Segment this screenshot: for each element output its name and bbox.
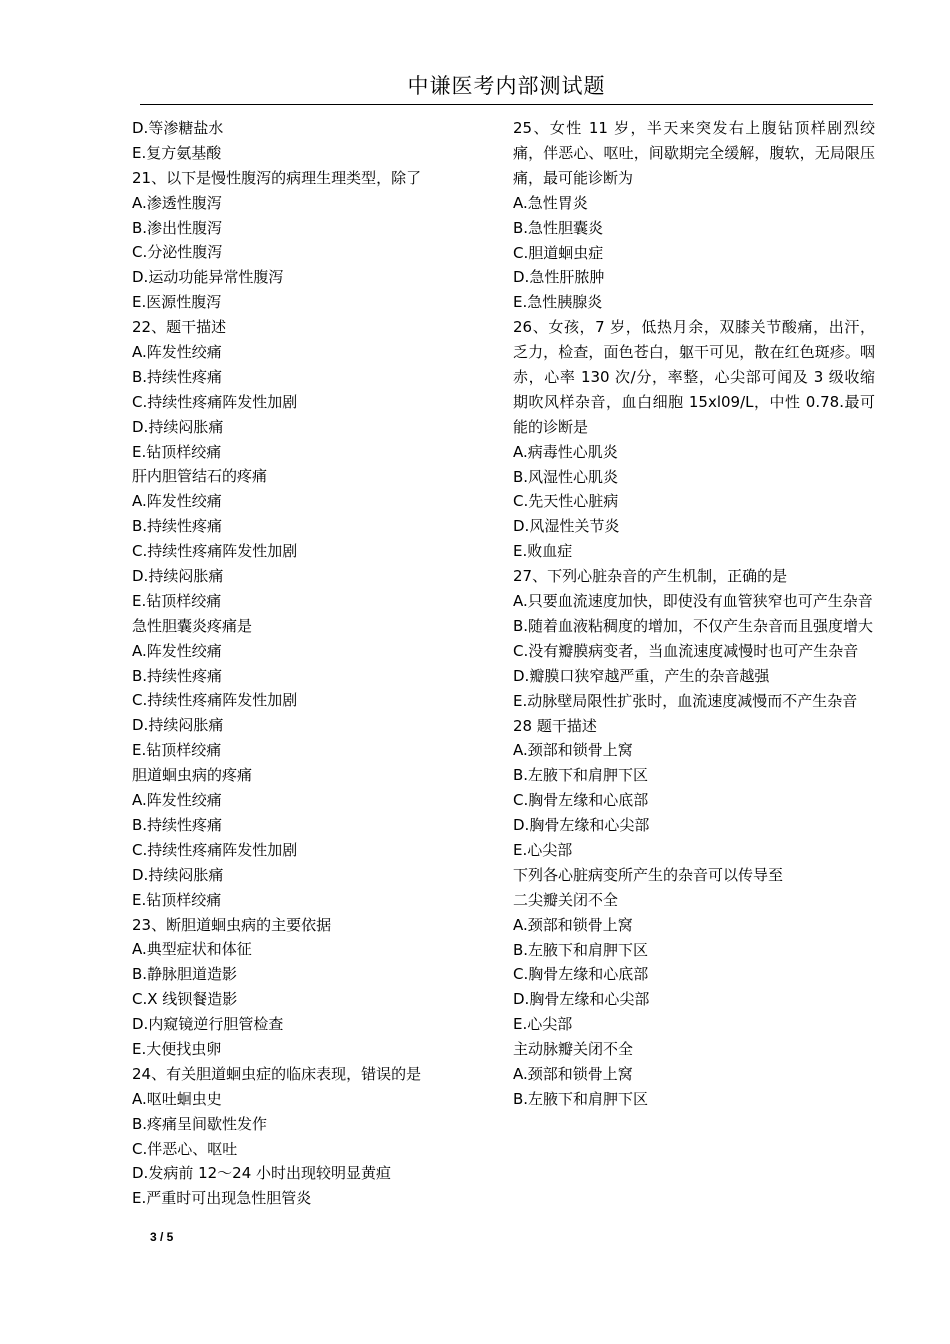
question-text: 26、女孩，7 岁，低热月余，双膝关节酸痛，出汗，乏力，检查，面色苍白，躯干可见，散在红色斑疹。咽赤，心率 130 次/分，率整，心尖部可闻及 3 级收缩期吹风样杂音，血白细胞 15xl09/L，中性 0.78.最可能的诊断是 (513, 318, 875, 436)
text-line: D.等渗糖盐水 (132, 119, 224, 137)
text-line: C.持续性疼痛阵发性加剧 (132, 392, 298, 411)
text-line: B.疼痛呈间歇性发作 (132, 1114, 268, 1133)
text-line: D.胸骨左缘和心尖部 (513, 990, 650, 1009)
text-line: E.败血症 (513, 542, 573, 561)
text-line: E.钻顶样绞痛 (132, 442, 222, 461)
text-line: B.静脉胆道造影 (132, 965, 238, 984)
text-line: E.钻顶样绞痛 (132, 591, 222, 610)
page-header (140, 66, 873, 105)
text-line: 21、以下是慢性腹泻的病理生理类型，除了 (132, 168, 422, 187)
text-line: 28 题干描述 (513, 716, 597, 735)
text-line: 主动脉瓣关闭不全 (513, 1040, 634, 1059)
text-line: A.阵发性绞痛 (132, 343, 222, 362)
text-line: B.左腋下和肩胛下区 (513, 766, 649, 785)
option-text: A.只要血流速度加快，即使没有血管狭窄也可产生杂音 (513, 592, 873, 611)
text-line: B.持续性疼痛 (132, 666, 223, 685)
option-text: E.动脉壁局限性扩张时，血流速度减慢而不产生杂音 (513, 691, 858, 710)
text-line: D.内窥镜逆行胆管检查 (132, 1015, 284, 1034)
text-line: A.渗透性腹泻 (132, 193, 222, 212)
text-line: C.伴恶心、呕吐 (132, 1139, 238, 1158)
text-line: B.渗出性腹泻 (132, 218, 223, 237)
text-line: 27、下列心脏杂音的产生机制，正确的是 (513, 567, 788, 586)
text-line: C.持续性疼痛阵发性加剧 (132, 542, 298, 561)
text-line: E.大便找虫卵 (132, 1039, 222, 1058)
text-line: B.左腋下和肩胛下区 (513, 940, 649, 959)
text-line: A.阵发性绞痛 (132, 492, 222, 511)
text-line: C.胆道蛔虫症 (513, 243, 604, 262)
text-line: B.急性胆囊炎 (513, 218, 604, 237)
text-line: E.医源性腹泻 (132, 293, 222, 312)
text-line: C.X 线钡餐造影 (132, 990, 238, 1009)
text-line: E.钻顶样绞痛 (132, 890, 222, 909)
text-line: A.呕吐蛔虫史 (132, 1089, 222, 1108)
page-number: 3 / 5 (150, 1230, 174, 1244)
text-line: D.持续闷胀痛 (132, 865, 224, 884)
text-line: B.左腋下和肩胛下区 (513, 1089, 649, 1108)
text-line: A.颈部和锁骨上窝 (513, 1065, 633, 1084)
text-line: A.急性胃炎 (513, 193, 588, 212)
text-line: D.瓣膜口狭窄越严重，产生的杂音越强 (513, 666, 770, 685)
text-line: E.复方氨基酸 (132, 143, 222, 162)
text-line: B.风湿性心肌炎 (513, 467, 619, 486)
text-line: C.先天性心脏病 (513, 492, 619, 511)
text-line: A.典型症状和体征 (132, 940, 252, 959)
text-line: D.持续闷胀痛 (132, 417, 224, 436)
text-line: A.颈部和锁骨上窝 (513, 915, 633, 934)
text-line: 肝内胆管结石的疼痛 (132, 467, 268, 486)
text-line: A.阵发性绞痛 (132, 791, 222, 810)
text-line: A.颈部和锁骨上窝 (513, 741, 633, 760)
option-text: B.随着血液粘稠度的增加，不仅产生杂音而且强度增大 (513, 616, 874, 635)
text-line: 二尖瓣关闭不全 (513, 890, 619, 909)
text-line: D.持续闷胀痛 (132, 567, 224, 586)
left-column (132, 116, 492, 1211)
text-line: D.急性肝脓肿 (513, 268, 605, 287)
text-line: 23、断胆道蛔虫病的主要依据 (132, 915, 332, 934)
right-column (513, 116, 875, 1112)
text-line: C.分泌性腹泻 (132, 243, 223, 262)
text-line: B.持续性疼痛 (132, 815, 223, 834)
text-line: D.运动功能异常性腹泻 (132, 268, 284, 287)
text-line: D.发病前 12～24 小时出现较明显黄疸 (132, 1164, 392, 1183)
text-line: A.阵发性绞痛 (132, 641, 222, 660)
option-text: C.没有瓣膜病变者，当血流速度减慢时也可产生杂音 (513, 641, 859, 660)
text-line: C.胸骨左缘和心底部 (513, 965, 649, 984)
text-line: B.持续性疼痛 (132, 367, 223, 386)
text-line: D.胸骨左缘和心尖部 (513, 816, 650, 835)
text-line: 胆道蛔虫病的疼痛 (132, 766, 253, 785)
text-line: E.心尖部 (513, 841, 573, 860)
question-text: 25、女性 11 岁，半天来突发右上腹钻顶样剧烈绞痛，伴恶心、呕吐，间歇期完全缓解，腹软，无局限压痛，最可能诊断为 (513, 119, 875, 187)
text-line: C.持续性疼痛阵发性加剧 (132, 691, 298, 710)
text-line: 急性胆囊炎疼痛是 (132, 616, 253, 635)
page-title: 中谦医考内部测试题 (407, 74, 606, 98)
text-line: B.持续性疼痛 (132, 517, 223, 536)
text-line: 24、有关胆道蛔虫症的临床表现，错误的是 (132, 1064, 422, 1083)
text-line: C.胸骨左缘和心底部 (513, 791, 649, 810)
text-line: 22、题干描述 (132, 318, 227, 337)
text-line: 下列各心脏病变所产生的杂音可以传导至 (513, 865, 784, 884)
text-line: E.钻顶样绞痛 (132, 741, 222, 760)
text-line: C.持续性疼痛阵发性加剧 (132, 840, 298, 859)
text-line: A.病毒性心肌炎 (513, 442, 618, 461)
text-line: D.持续闷胀痛 (132, 716, 224, 735)
text-line: E.严重时可出现急性胆管炎 (132, 1189, 312, 1208)
text-line: D.风湿性关节炎 (513, 517, 620, 536)
text-line: E.急性胰腺炎 (513, 293, 603, 312)
text-line: E.心尖部 (513, 1015, 573, 1034)
